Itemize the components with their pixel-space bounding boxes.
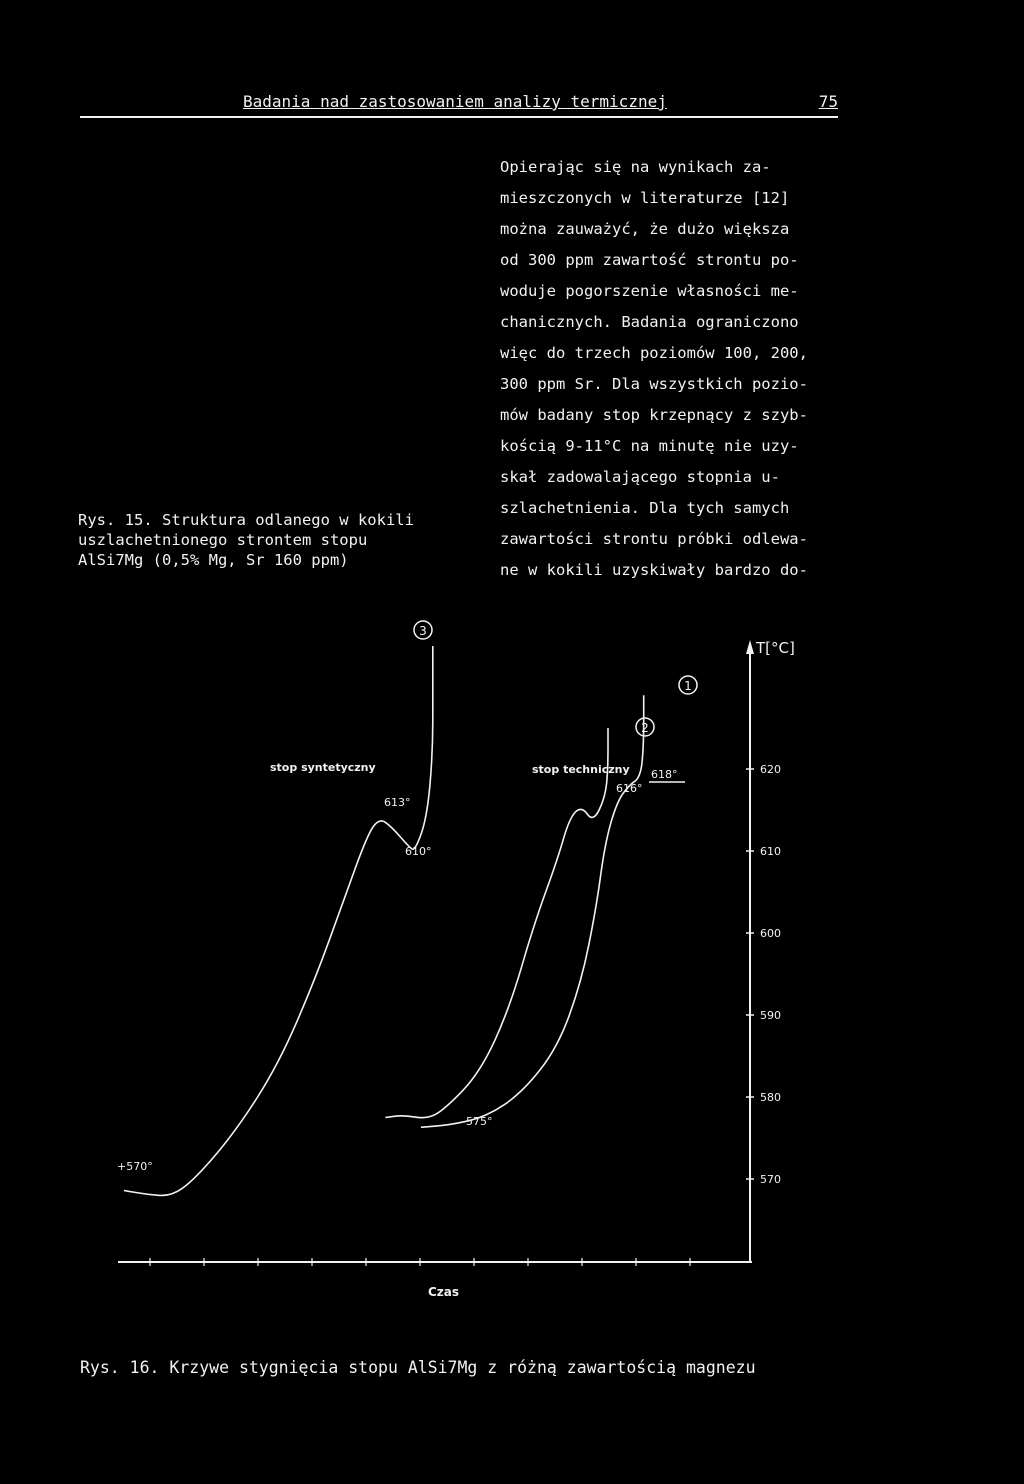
figure-15-caption-line: uszlachetnionego strontem stopu <box>78 531 368 549</box>
marker-label: 3 <box>419 624 427 638</box>
body-line: kością 9-11°C na minutę nie uzy- <box>500 437 799 455</box>
body-line: 300 ppm Sr. Dla wszystkich pozio- <box>500 375 808 393</box>
y-tick-label: 590 <box>760 1009 781 1022</box>
figure-16-caption: Rys. 16. Krzywe stygnięcia stopu AlSi7Mg z różną zawartością magnezu <box>80 1358 756 1377</box>
annotation-stop-techniczny: stop techniczny <box>532 763 630 776</box>
body-line: można zauważyć, że dużo większa <box>500 220 790 238</box>
body-line: mów badany stop krzepnący z szyb- <box>500 406 808 424</box>
y-tick-label: 580 <box>760 1091 781 1104</box>
annotation-610: 610° <box>405 845 432 858</box>
curve-marker-3 <box>414 621 432 639</box>
page-number: 75 <box>818 92 838 111</box>
y-tick-label: 570 <box>760 1173 781 1186</box>
body-line: zawartości strontu próbki odlewa- <box>500 530 808 548</box>
annotation-616: 616° <box>616 782 643 795</box>
body-line: od 300 ppm zawartość strontu po- <box>500 251 799 269</box>
y-tick-label: 610 <box>760 845 781 858</box>
body-line: woduje pogorszenie własności me- <box>500 282 799 300</box>
body-line: Opierając się na wynikach za- <box>500 158 771 176</box>
curve-marker-1 <box>679 676 697 694</box>
body-line: chanicznych. Badania ograniczono <box>500 313 799 331</box>
y-axis-label: T[°C] <box>756 639 795 657</box>
annotation-618: 618° <box>651 768 678 781</box>
body-line: mieszczonych w literaturze [12] <box>500 189 790 207</box>
y-axis-ticks <box>746 763 781 1186</box>
running-title: Badania nad zastosowaniem analizy termicznej <box>243 92 667 111</box>
series-line-3 <box>421 695 644 1127</box>
page-header <box>80 90 838 118</box>
curves <box>124 646 644 1195</box>
annotation-613: 613° <box>384 796 411 809</box>
figure-15-caption-line: AlSi7Mg (0,5% Mg, Sr 160 ppm) <box>78 551 349 569</box>
marker-label: 2 <box>641 721 649 735</box>
series-line-1 <box>124 646 433 1195</box>
marker-label: 1 <box>684 679 692 693</box>
body-paragraph <box>500 152 845 586</box>
body-line: skał zadowalającego stopnia u- <box>500 468 780 486</box>
cooling-curves-chart <box>0 600 1024 1320</box>
annotation-570: +570° <box>117 1160 153 1173</box>
curve-marker-2 <box>636 718 654 736</box>
series-line-2 <box>385 728 608 1118</box>
y-tick-label: 600 <box>760 927 781 940</box>
y-axis-arrow <box>746 640 754 654</box>
figure-15-caption-line: Rys. 15. Struktura odlanego w kokili <box>78 511 414 529</box>
y-tick-label: 620 <box>760 763 781 776</box>
figure-15-caption <box>78 510 433 570</box>
body-line: więc do trzech poziomów 100, 200, <box>500 344 808 362</box>
annotation-stop-syntetyczny: stop syntetyczny <box>270 761 376 774</box>
body-line: ne w kokili uzyskiwały bardzo do- <box>500 561 808 579</box>
body-line: szlachetnienia. Dla tych samych <box>500 499 790 517</box>
x-axis-label: Czas <box>428 1285 460 1299</box>
annotation-575: 575° <box>466 1115 493 1128</box>
